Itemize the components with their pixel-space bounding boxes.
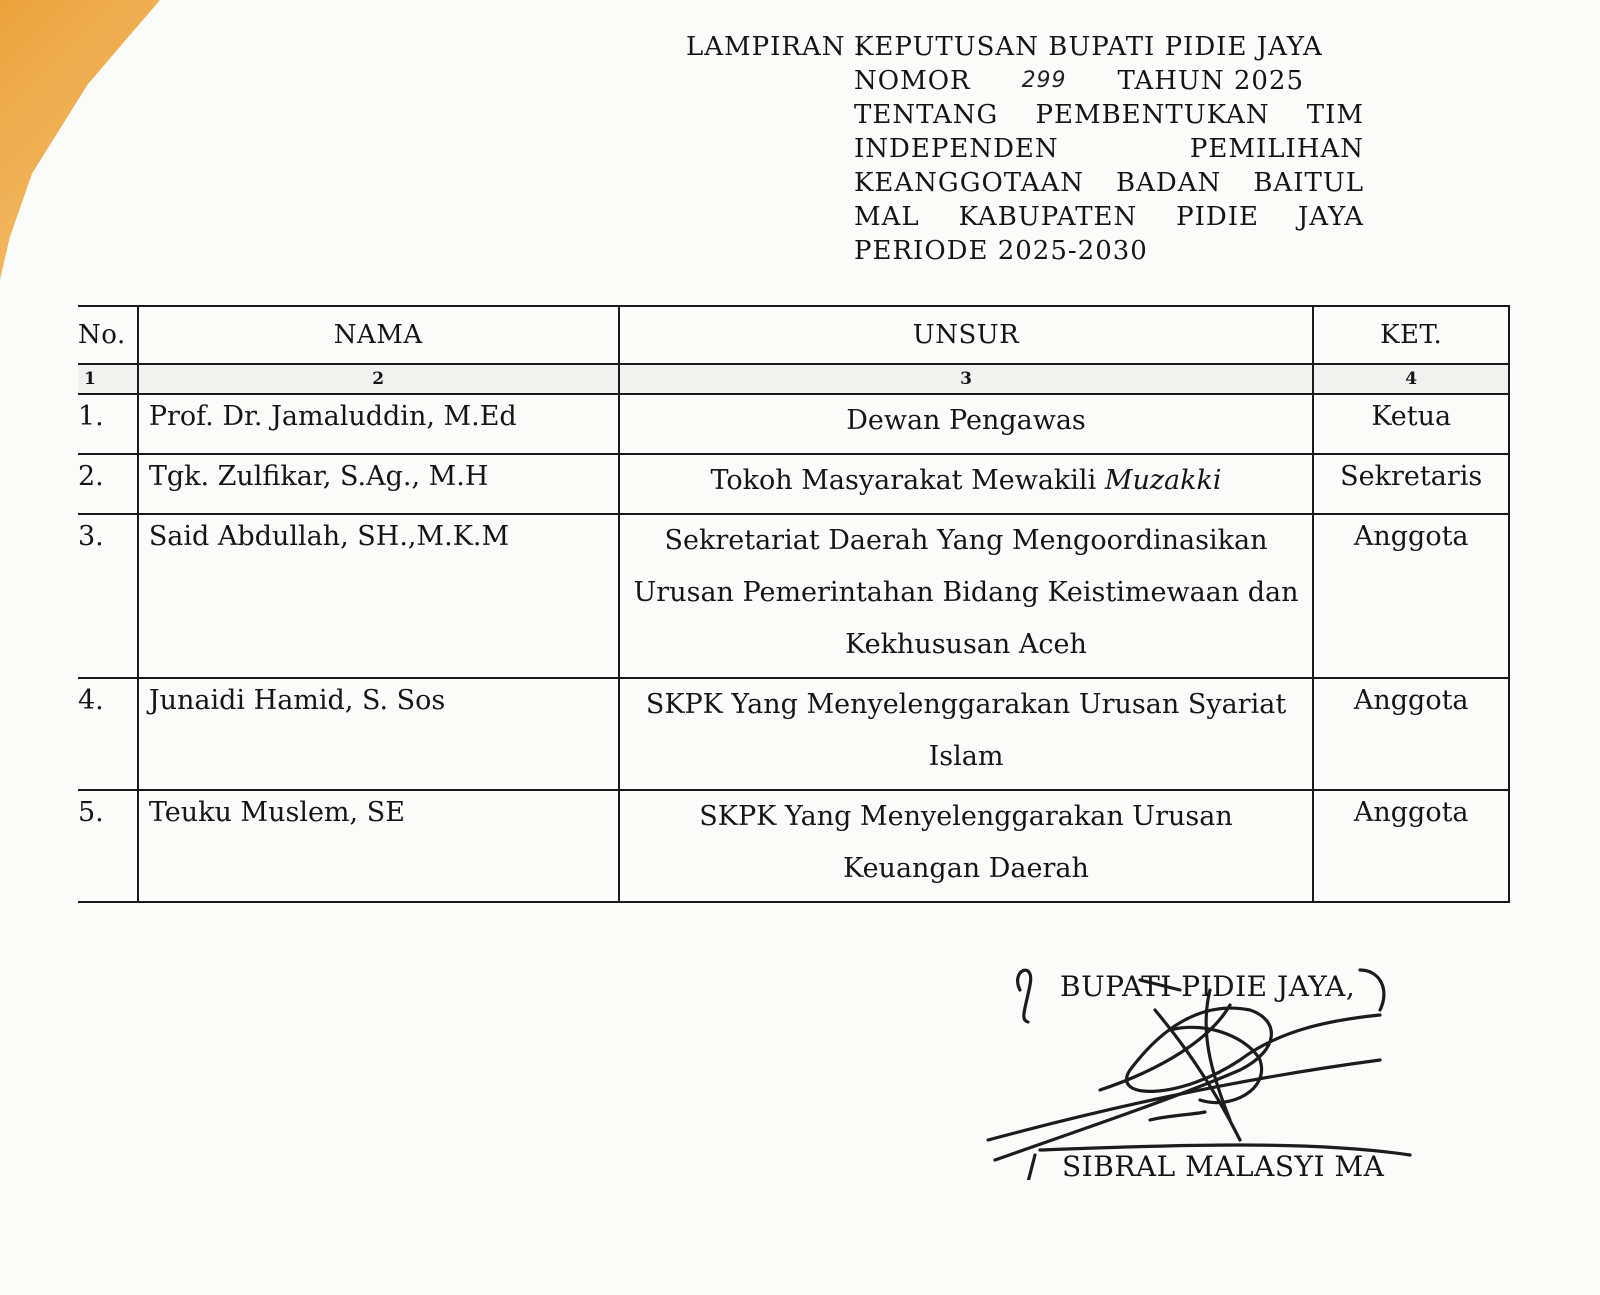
header-title: KEPUTUSAN BUPATI PIDIE JAYA [854, 32, 1323, 62]
member-ket: Anggota [1313, 790, 1509, 902]
header-label: LAMPIRAN : [686, 32, 865, 62]
table-row [78, 790, 1509, 902]
member-unsur: Dewan Pengawas [619, 394, 1314, 454]
header-line: PERIODE 2025-2030 [854, 236, 1148, 266]
member-name: Teuku Muslem, SE [138, 790, 619, 902]
member-name: Prof. Dr. Jamaluddin, M.Ed [138, 394, 619, 454]
row-number: 1. [78, 394, 138, 454]
folder-corner [0, 0, 160, 280]
member-ket: Anggota [1313, 678, 1509, 790]
signatory-title: BUPATI PIDIE JAYA, [1060, 970, 1356, 1003]
member-unsur [619, 454, 1314, 514]
attachment-header [686, 30, 1386, 268]
member-name: Junaidi Hamid, S. Sos [138, 678, 619, 790]
nomor-value: 299 [1021, 68, 1067, 93]
header-no: No. [78, 306, 138, 364]
header-line: MAL KABUPATEN PIDIE JAYA [854, 202, 1364, 232]
header-line: TENTANG PEMBENTUKAN TIM [854, 100, 1364, 130]
table-header-row [78, 306, 1509, 364]
member-ket: Anggota [1313, 514, 1509, 678]
table-row [78, 454, 1509, 514]
column-number: 1 [78, 364, 138, 394]
header-line: KEANGGOTAAN BADAN BAITUL [854, 168, 1364, 198]
member-name: Tgk. Zulfikar, S.Ag., M.H [138, 454, 619, 514]
table-row [78, 514, 1509, 678]
unsur-text: Tokoh Masyarakat Mewakili [710, 465, 1105, 496]
member-unsur: SKPK Yang Menyelenggarakan Urusan Syariat Islam [619, 678, 1314, 790]
header-line: INDEPENDEN PEMILIHAN [854, 134, 1364, 164]
members-table [78, 305, 1510, 903]
tahun-label: TAHUN 2025 [1117, 66, 1304, 96]
signatory-name: SIBRAL MALASYI MA [1062, 1150, 1385, 1183]
table-row [78, 394, 1509, 454]
row-number: 2. [78, 454, 138, 514]
member-unsur: Sekretariat Daerah Yang Mengoordinasikan Urusan Pemerintahan Bidang Keistimewaan dan Kekhususan Aceh [619, 514, 1314, 678]
row-number: 3. [78, 514, 138, 678]
header-ket: KET. [1313, 306, 1509, 364]
member-name: Said Abdullah, SH.,M.K.M [138, 514, 619, 678]
header-nomor [854, 64, 1304, 98]
nomor-label: NOMOR [854, 66, 971, 96]
row-number: 5. [78, 790, 138, 902]
header-unsur: UNSUR [619, 306, 1314, 364]
row-number: 4. [78, 678, 138, 790]
member-unsur: SKPK Yang Menyelenggarakan Urusan Keuangan Daerah [619, 790, 1314, 902]
column-number-row [78, 364, 1509, 394]
header-nama: NAMA [138, 306, 619, 364]
unsur-italic-text: Muzakki [1104, 465, 1222, 496]
table-row [78, 678, 1509, 790]
member-ket: Sekretaris [1313, 454, 1509, 514]
member-ket: Ketua [1313, 394, 1509, 454]
column-number: 2 [138, 364, 619, 394]
column-number: 4 [1313, 364, 1509, 394]
column-number: 3 [619, 364, 1314, 394]
